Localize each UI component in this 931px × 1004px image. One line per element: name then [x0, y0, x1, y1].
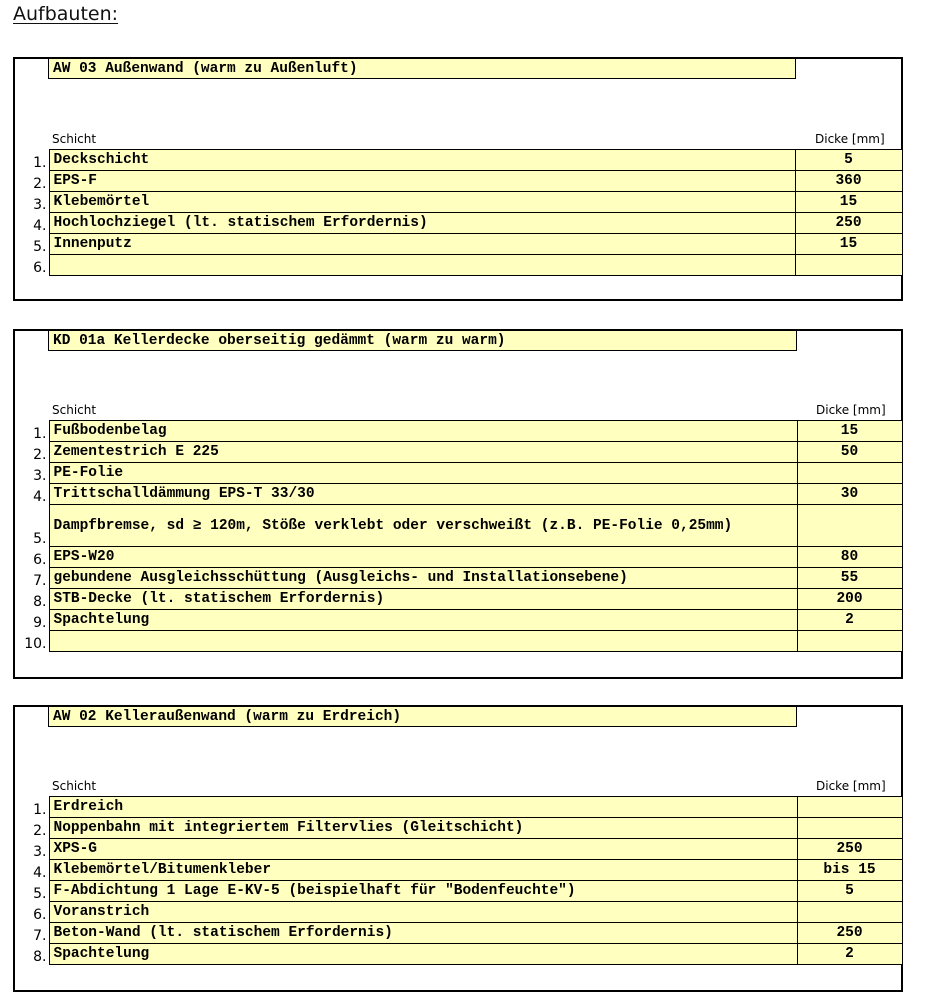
row-number: 3. [33, 196, 47, 213]
row-number: 1. [33, 801, 47, 818]
layer-name: Erdreich [49, 797, 797, 818]
table-row [15, 234, 902, 255]
layer-name: F-Abdichtung 1 Lage E-KV-5 (beispielhaft für "Bodenfeuchte") [49, 881, 797, 902]
row-number: 8. [33, 593, 47, 610]
row-number: 9. [33, 614, 47, 631]
table-row [15, 610, 902, 631]
layer-thickness: 360 [795, 171, 902, 192]
table-row [15, 505, 902, 547]
layer-name: Fußbodenbelag [49, 421, 797, 442]
layer-thickness [797, 797, 902, 818]
layer-thickness: 50 [797, 442, 902, 463]
layer-name [49, 631, 797, 652]
layer-thickness: 2 [797, 610, 902, 631]
table-row [15, 860, 902, 881]
layer-name: Beton-Wand (lt. statischem Erfordernis) [49, 923, 797, 944]
layer-thickness [797, 631, 902, 652]
table-row [15, 839, 902, 860]
section-aw03 [13, 57, 903, 301]
column-header-schicht: Schicht [52, 132, 97, 146]
page-heading: Aufbauten: [13, 3, 119, 25]
layer-thickness: 15 [797, 421, 902, 442]
layer-thickness: 55 [797, 568, 902, 589]
layer-name: gebundene Ausgleichsschüttung (Ausgleichs- und Installationsebene) [49, 568, 797, 589]
layer-name: Trittschalldämmung EPS-T 33/30 [49, 484, 797, 505]
row-number: 5. [33, 885, 47, 902]
column-header-dicke: Dicke [mm] [816, 779, 886, 793]
layer-name: Voranstrich [49, 902, 797, 923]
table-row [15, 902, 902, 923]
row-number: 1. [33, 154, 47, 171]
table-row [15, 463, 902, 484]
layer-name: XPS-G [49, 839, 797, 860]
table-row [15, 192, 902, 213]
layer-thickness: bis 15 [797, 860, 902, 881]
row-number: 6. [33, 259, 47, 276]
table-row [15, 421, 902, 442]
layer-name: Zementestrich E 225 [49, 442, 797, 463]
table-row [15, 442, 902, 463]
layer-thickness: 15 [795, 234, 902, 255]
column-header-dicke: Dicke [mm] [816, 403, 886, 417]
table-row [15, 171, 902, 192]
row-number: 2. [33, 446, 47, 463]
layer-name: EPS-W20 [49, 547, 797, 568]
layer-thickness: 80 [797, 547, 902, 568]
section-title: KD 01a Kellerdecke oberseitig gedämmt (warm zu warm) [48, 331, 797, 351]
layer-name: Innenputz [49, 234, 795, 255]
column-header-dicke: Dicke [mm] [815, 132, 885, 146]
row-number: 5. [33, 530, 47, 547]
table-row [15, 589, 902, 610]
layer-thickness: 250 [795, 213, 902, 234]
layer-thickness [797, 463, 902, 484]
table-row [15, 944, 902, 965]
layer-name: STB-Decke (lt. statischem Erfordernis) [49, 589, 797, 610]
layer-thickness: 200 [797, 589, 902, 610]
column-header-schicht: Schicht [52, 779, 97, 793]
layer-name: Spachtelung [49, 944, 797, 965]
row-number: 2. [33, 822, 47, 839]
row-number: 7. [33, 927, 47, 944]
layer-thickness: 5 [797, 881, 902, 902]
row-number: 3. [33, 843, 47, 860]
column-header-schicht: Schicht [52, 403, 97, 417]
row-number: 4. [33, 217, 47, 234]
layer-thickness: 2 [797, 944, 902, 965]
row-number: 3. [33, 467, 47, 484]
layer-name [49, 255, 795, 276]
section-aw02 [13, 705, 903, 992]
layer-name: Klebemörtel [49, 192, 795, 213]
layer-name: PE-Folie [49, 463, 797, 484]
row-number: 10. [24, 635, 47, 652]
table-row [15, 547, 902, 568]
layer-name: EPS-F [49, 171, 795, 192]
layer-table [15, 796, 903, 965]
layer-name: Hochlochziegel (lt. statischem Erfordernis) [49, 213, 795, 234]
row-number: 6. [33, 906, 47, 923]
layer-thickness [795, 255, 902, 276]
table-row [15, 568, 902, 589]
table-row [15, 150, 902, 171]
table-row [15, 881, 902, 902]
section-title: AW 02 Kelleraußenwand (warm zu Erdreich) [48, 707, 797, 727]
section-kd01a [13, 329, 903, 679]
row-number: 1. [33, 425, 47, 442]
layer-thickness: 30 [797, 484, 902, 505]
table-row [15, 818, 902, 839]
layer-name: Dampfbremse, sd ≥ 120m, Stöße verklebt oder verschweißt (z.B. PE-Folie 0,25mm) [49, 505, 797, 547]
layer-thickness: 250 [797, 923, 902, 944]
layer-name: Deckschicht [49, 150, 795, 171]
layer-name: Klebemörtel/Bitumenkleber [49, 860, 797, 881]
table-row [15, 255, 902, 276]
row-number: 7. [33, 572, 47, 589]
row-number: 5. [33, 238, 47, 255]
row-number: 2. [33, 175, 47, 192]
layer-thickness: 250 [797, 839, 902, 860]
table-row [15, 484, 902, 505]
row-number: 8. [33, 948, 47, 965]
row-number: 4. [33, 864, 47, 881]
layer-name: Spachtelung [49, 610, 797, 631]
layer-thickness [797, 902, 902, 923]
layer-table [15, 149, 903, 276]
table-row [15, 213, 902, 234]
layer-thickness: 15 [795, 192, 902, 213]
table-row [15, 923, 902, 944]
row-number: 6. [33, 551, 47, 568]
table-row [15, 797, 902, 818]
layer-thickness [797, 505, 902, 547]
layer-thickness: 5 [795, 150, 902, 171]
table-row [15, 631, 902, 652]
layer-name: Noppenbahn mit integriertem Filtervlies (Gleitschicht) [49, 818, 797, 839]
layer-table [15, 420, 903, 652]
row-number: 4. [33, 488, 47, 505]
layer-thickness [797, 818, 902, 839]
section-title: AW 03 Außenwand (warm zu Außenluft) [48, 59, 796, 79]
